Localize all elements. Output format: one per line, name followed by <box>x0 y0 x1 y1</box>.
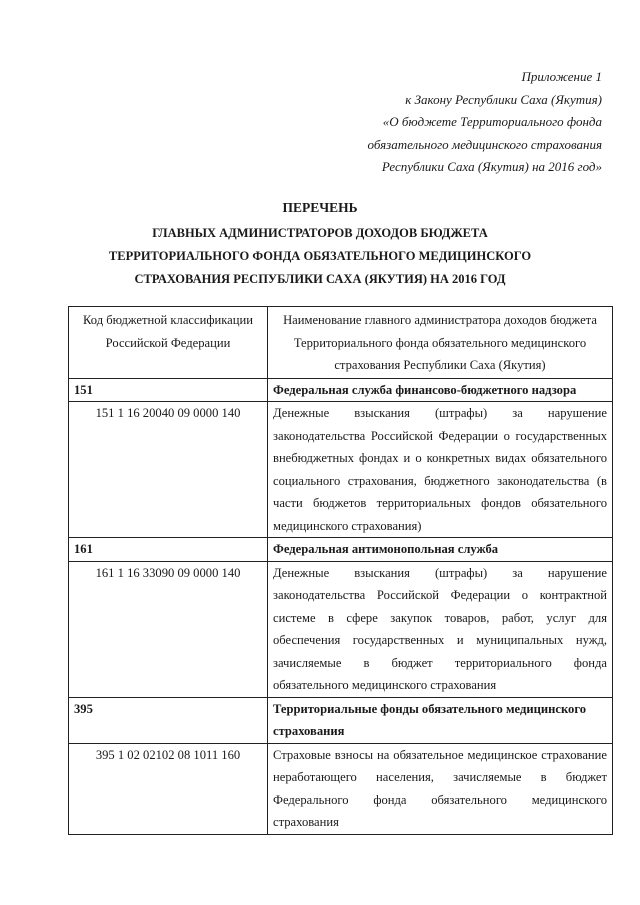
item-code: 395 1 02 02102 08 1011 160 <box>69 743 268 834</box>
item-description: Страховые взносы на обязательное медицинское страхование неработающего населения, зачисляемые в бюджет Федерального фонда обязательного медицинского страхования <box>268 743 613 834</box>
heading-line: ГЛАВНЫХ АДМИНИСТРАТОРОВ ДОХОДОВ БЮДЖЕТА <box>152 226 488 240</box>
annex-line: Республики Саха (Якутия) на 2016 год» <box>381 159 602 174</box>
administrators-table <box>68 306 613 835</box>
document-title: ПЕРЕЧЕНЬ <box>282 200 358 215</box>
item-code: 151 1 16 20040 09 0000 140 <box>69 402 268 538</box>
group-code: 395 <box>69 697 268 743</box>
annex-line: к Закону Республики Саха (Якутия) <box>405 91 602 107</box>
item-code: 161 1 16 33090 09 0000 140 <box>69 561 268 697</box>
annex-line: «О бюджете Территориального фонда <box>382 114 602 129</box>
group-name: Федеральная служба финансово-бюджетного надзора <box>268 378 613 402</box>
group-name: Федеральная антимонопольная служба <box>268 538 613 562</box>
table-row <box>69 743 613 834</box>
group-row <box>69 697 613 743</box>
group-row <box>69 538 613 562</box>
table-header-row <box>69 307 613 379</box>
heading-line: СТРАХОВАНИЯ РЕСПУБЛИКИ САХА (ЯКУТИЯ) НА 2016 ГОД <box>134 272 506 286</box>
item-description: Денежные взыскания (штрафы) за нарушение законодательства Российской Федерации о государственных внебюджетных фондах и о конкретных видах обязательного социального страхования, бюджетного законодательства (в части бюджетов территориальных фондов обязательного медицинского страхования) <box>268 402 613 538</box>
group-code: 161 <box>69 538 268 562</box>
header-code: Код бюджетной классификации Российской Федерации <box>69 307 268 379</box>
item-description: Денежные взыскания (штрафы) за нарушение законодательства Российской Федерации о контрактной системе в сфере закупок товаров, работ, услуг для обеспечения государственных и муниципальных нужд, зачисляемые в бюджет территориального фонда обязательного медицинского страхования <box>268 561 613 697</box>
annex-line: обязательного медицинского страхования <box>367 136 602 152</box>
group-name: Территориальные фонды обязательного медицинского страхования <box>268 697 613 743</box>
heading-line: ТЕРРИТОРИАЛЬНОГО ФОНДА ОБЯЗАТЕЛЬНОГО МЕДИЦИНСКОГО <box>108 249 532 263</box>
group-code: 151 <box>69 378 268 402</box>
annex-line: Приложение 1 <box>521 69 602 84</box>
table-row <box>69 561 613 697</box>
group-row <box>69 378 613 402</box>
document-heading <box>0 196 640 291</box>
annex-note <box>368 66 602 179</box>
table-row <box>69 402 613 538</box>
header-name: Наименование главного администратора доходов бюджета Территориального фонда обязательного медицинского страхования Республики Саха (Якутия) <box>268 307 613 379</box>
